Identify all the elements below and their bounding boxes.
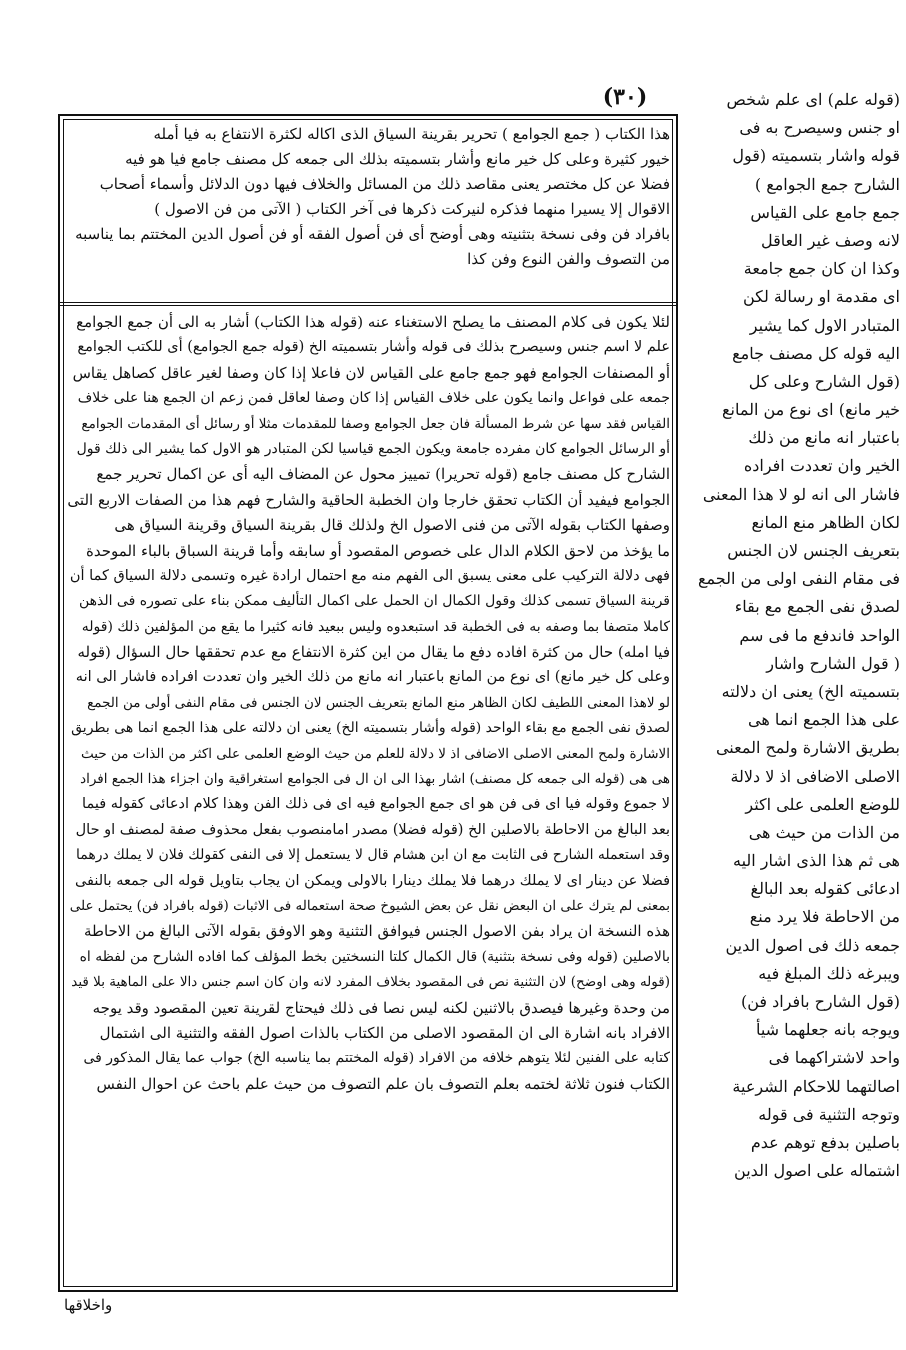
margin-line: ويبرغه ذلك المبلغ فيه — [758, 963, 900, 983]
text-line: الشارح كل مصنف جامع (قوله تحريرا) تمييز محول عن المضاف اليه أى عن اكمال تحرير جمع — [96, 465, 670, 484]
text-line: أو الرسائل الجوامع كان مفرده جامعة ويكون الجمع قياسيا لكن المتبادر هو الاول كما يشير الى ذلك قول — [76, 440, 670, 457]
margin-line: وكذا ان كان جمع جامعة — [743, 259, 900, 279]
text-line: لصدق نفى الجمع مع بقاء الواحد (قوله وأشار بتسميته الخ) يعنى ان دلالته على هذا الجمع انما هى بطريق — [71, 720, 670, 737]
text-line: لو لاهذا المعنى اللطيف لكان الظاهر منع المانع بتعريف الجنس لان الجنس فى مقام النفى أولى من الجمع — [87, 694, 670, 711]
text-line: فيا امله) حال من كثرة افاده دفع ما يقال من اين كثرة الانتفاع مع عدم تحققها حال السؤال (قوله — [77, 643, 670, 662]
margin-line: اصالتهما للاحكام الشرعية — [732, 1076, 900, 1096]
text-line: الكتاب فنون ثلاثة لختمه بعلم التصوف بان علم التصوف من حيث علم باحث عن احوال النفس — [96, 1074, 670, 1093]
text-line: لا جموع وقوله فيا اى فى فن هو اى جمع الجوامع فيه اى فى ذلك الفن وهذا كلام ادعائى كقوله فيما — [82, 796, 670, 813]
text-line: وقد استعمله الشارح فى الثابت مع ان ابن هشام قال لا يستعمل إلا فى النفى كقولك فلان لا يملك درهما — [76, 847, 670, 864]
text-line: القياس فقد سها عن شرط المسألة فان جعل الجوامع وصفا للمقدمات مثلا أو رسائل أى المقدمات الجوامع — [81, 415, 670, 432]
section-divider — [58, 302, 678, 306]
text-line: خيور كثيرة وعلى كل خير مانع وأشار بتسميته بذلك الى جمعه كل مصنف جامع فيا هو فيه — [125, 150, 670, 168]
margin-line: اى مقدمة او رسالة لكن — [742, 287, 900, 307]
text-line: هذه النسخة ان يراد بفن الاصول الجنس فيوافق التثنية وهو الاوفق بقوله الآتى البالغ من الاحاطة — [83, 922, 670, 941]
text-line: الجوامع فيفيد أن الكتاب تحقق خارجا وان الخطبة الحاقية والشارح فهم هذا من الصفات الاربع التى — [67, 490, 670, 509]
margin-line: (قوله علم) اى علم شخص — [726, 90, 900, 109]
page-number: (٣٠) — [602, 84, 648, 110]
text-line: الاشارة ولمح المعنى الاصلى الاضافى اذ لا دلالة للعلم من حيث الوضع العلمى على اكثر من الذات من حيث — [81, 745, 670, 762]
text-line: بعد البالغ من الاحاطة بالاصلين الخ (قوله فضلا) مصدر امامنصوب بفعل محذوف صفة لمصنف او حال — [75, 821, 670, 838]
text-line: فضلا عن دينار اى لا يملك درهما فلا يملك دينارا بالاولى ويمكن ان يجاب بتاويل قوله الى جمعه بالنفى — [74, 872, 670, 889]
catchword: واخلاقها — [64, 1296, 113, 1314]
margin-line: جمع جامع على القياس — [750, 202, 900, 222]
text-line: قرينة السياق تسمى كذلك وقول الكمال ان الحمل على اكمال التأليف ممكن بناء على تصوره فى الذهن — [78, 593, 670, 610]
margin-line: هى ثم هذا الذى اشار اليه — [732, 851, 900, 871]
margin-line: واحد لاشتراكهما فى — [768, 1048, 900, 1068]
text-line: وعلى كل خير مانع) اى نوع من المانع باعتبار انه مانع من ذلك الخير وان تعددت افراده فاشار الى انه — [75, 669, 670, 686]
margin-line: لانه وصف غير العاقل — [761, 230, 900, 250]
text-line: كتابه على الفنين لئلا يتوهم خلافه من الافراد (قوله المختتم بما يناسبه الخ) جواب عما يقال المذكور فى — [83, 1050, 670, 1067]
margin-line: قوله واشار بتسميته (قول — [732, 146, 900, 166]
text-line: جمعه على فواعل وانما يكون على خلاف القياس إذا كان وصفا لعاقل فمن زعم ان الجمع هنا على خلاف — [77, 390, 670, 407]
text-line: فهى دلالة التركيب على معنى يسبق الى الفهم منه مع احتمال ارادة غيره وتسمى دلالة السياق كما أن — [69, 567, 670, 584]
text-line: وصفها الكتاب بقوله الآتى من فنى الاصول الخ ولذلك قال بقرينة السياق وقرينة السياق هى — [114, 516, 670, 535]
margin-line: باصلين بدفع توهم عدم — [750, 1132, 900, 1152]
margin-line: بتسميته الخ) يعنى ان دلالته — [721, 681, 900, 701]
margin-line: على هذا الجمع انما هى — [747, 710, 900, 730]
margin-line: فى مقام النفى اولى من الجمع — [698, 569, 900, 589]
text-line: بالاصلين (قوله وفى نسخة بتثنية) قال الكمال كلتا النسختين بخط المؤلف كما افاده الشارح من لفظه اه — [79, 948, 670, 965]
margin-line: للوضع العلمى على اكثر — [745, 794, 900, 814]
margin-line: ادعائى كقوله بعد البالغ — [750, 879, 900, 899]
margin-line: الواحد فاندفع ما فى سم — [739, 625, 900, 645]
text-line: الاقوال إلا يسيرا منهما فذكره لنيركت ذكرها فى آخر الكتاب ( الآتى من فن الاصول ) — [154, 200, 670, 218]
margin-line: الاصلى الاضافى اذ لا دلالة — [730, 766, 900, 786]
margin-line: بتعريف الجنس لان الجنس — [727, 541, 900, 560]
margin-line: بطريق الاشارة ولمح المعنى — [715, 738, 900, 758]
margin-line: ويوجه بانه جعلهما شيأ — [755, 1020, 900, 1040]
text-line: ما يؤخذ من لاحق الكلام الدال على خصوص المقصود أو سابقه وأما قرينة السباق بالباء الموحدة — [86, 541, 670, 560]
margin-line: من الاحاطة فلا يرد منع — [749, 907, 900, 927]
margin-line: اشتماله على اصول الدين — [734, 1161, 900, 1181]
text-line: بمعنى لم يترك على ان البعض نقل عن بعض الشيوخ صحة استعماله فى الاثبات (قوله بافراد فن) يحتمل على — [69, 897, 670, 914]
text-line: لئلا يكون فى كلام المصنف ما يصلح الاستغناء عنه (قوله هذا الكتاب) أشار به الى أن جمع الجوامع — [76, 313, 670, 331]
text-line: من وحدة وغيرها فيصدق بالاثنين لكنه ليس نصا فى ذلك فيحتاج لقرينة تعين المقصود وقد يوجه — [92, 998, 670, 1017]
margin-gloss-block — [684, 86, 900, 1348]
text-line: كاملا متصفا بما وصفه به فى الخطبة قد استبعدوه وليس ببعيد فانه كثيرا ما يقع من المؤلفين ذلك (قوله — [81, 618, 670, 635]
text-line: الافراد بانه اشارة الى ان المقصود الاصلى من الكتاب بالذات اصول الفقه والتثنية الى اشتمال — [99, 1023, 670, 1042]
text-line: بافراد فن وفى نسخة بتثنيته وهى أوضح أى فن أصول الفقه أو فن أصول الدين المختتم بما يناسبه — [75, 225, 670, 243]
text-line: (قوله وهى اوضح) لان التثنية نص فى المقصود بخلاف المفرد لانه وان كان اسم جنس دالا على الماهية بلا قيد — [71, 974, 670, 991]
margin-line: المتبادر الاول كما يشير — [749, 315, 900, 335]
text-line: علم لا اسم جنس وسيصرح بذلك فى قوله وأشار بتسميته الخ (قوله جمع الجوامع) أى للكتب الجوامع — [77, 339, 670, 356]
margin-line: وتوجه التثنية فى قوله — [758, 1104, 900, 1124]
margin-line: باعتبار انه مانع من ذلك — [748, 428, 900, 448]
margin-line: لصدق نفى الجمع مع بقاء — [734, 597, 900, 617]
text-line: هذا الكتاب ( جمع الجوامع ) تحرير بقرينة السياق الذى اكاله لكثرة الانتفاع به فيا أمله — [153, 125, 670, 143]
margin-line: ( قول الشارح واشار — [766, 653, 900, 673]
margin-line: خير مانع) اى نوع من المانع — [721, 400, 900, 420]
margin-line: اليه قوله كل مصنف جامع — [732, 343, 900, 363]
margin-line: (قول الشارح وعلى كل — [748, 371, 900, 391]
margin-line: جمعه ذلك فى اصول الدين — [725, 935, 900, 955]
margin-line: او جنس وسيصرح به فى — [739, 118, 900, 138]
hashiya-block — [66, 310, 670, 1286]
matn-commentary-block — [66, 122, 670, 300]
text-line: فضلا عن كل مختصر يعنى مقاصد ذلك من المسائل والخلاف فيها دون الدلائل وأسماء أصحاب — [99, 175, 670, 193]
margin-line: (قول الشارح بافراد فن) — [740, 992, 900, 1011]
text-line: من التصوف والفن النوع وفن كذا — [467, 250, 670, 268]
text-line: هى هى (قوله الى جمعه كل مصنف) اشار بهذا الى ان ال فى الجوامع استغراقية وان اجزاء هذا الجمع افراد — [80, 771, 670, 788]
margin-line: لكان الظاهر منع المانع — [751, 512, 900, 532]
margin-line: فاشار الى انه لو لا هذا المعنى — [702, 484, 900, 504]
margin-line: من الذات من حيث هى — [748, 822, 900, 842]
margin-line: الشارح جمع الجوامع ) — [754, 174, 900, 194]
margin-line: الخير وان تعددت افراده — [743, 456, 900, 476]
text-line: أو المصنفات الجوامع فهو جمع جامع على القياس لان فاعلا إذا كان وصفا لغير عاقل كصاهل يقاس — [72, 363, 670, 382]
